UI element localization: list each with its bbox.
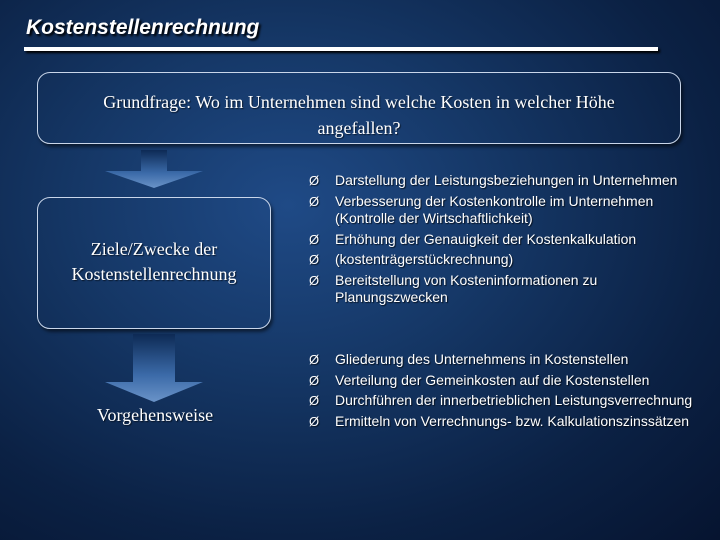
arrow-bullet-icon: Ø bbox=[309, 272, 320, 288]
list-item: Ø Bereitstellung von Kosteninformationen zu Planungszwecken bbox=[309, 271, 598, 305]
list-item: Ø Verbesserung der Kostenkontrolle im Unternehmen (Kontrolle der Wirtschaftlichkeit) bbox=[309, 192, 654, 226]
arrow-bullet-icon: Ø bbox=[309, 413, 320, 429]
arrow-bullet-icon: Ø bbox=[309, 231, 320, 247]
list-item: Ø Verteilung der Gemeinkosten auf die Kostenstellen bbox=[309, 371, 650, 388]
list-item: Ø Gliederung des Unternehmens in Kostenstellen bbox=[309, 351, 629, 367]
list-item: Ø Darstellung der Leistungsbeziehungen in Unternehmen bbox=[309, 172, 678, 188]
goals-list bbox=[309, 172, 709, 310]
arrow-bullet-icon: Ø bbox=[309, 193, 320, 209]
down-arrow-icon bbox=[105, 334, 203, 404]
question-text: Grundfrage: Wo im Unternehmen sind welche Kosten in welcher Höhe angefallen? bbox=[103, 92, 615, 138]
slide-title: Kostenstellenrechnung bbox=[26, 16, 260, 39]
title-underline bbox=[24, 47, 658, 51]
goals-label-line1: Ziele/Zwecke der bbox=[90, 239, 218, 259]
list-item: Ø Durchführen der innerbetrieblichen Leistungsverrechnung bbox=[309, 392, 693, 408]
steps-list bbox=[309, 351, 709, 433]
method-label: Vorgehensweise bbox=[96, 405, 214, 425]
goals-box bbox=[37, 197, 271, 329]
arrow-bullet-icon: Ø bbox=[309, 173, 320, 188]
list-item: Ø Erhöhung der Genauigkeit der Kostenkalkulation bbox=[309, 230, 637, 247]
arrow-bullet-icon: Ø bbox=[309, 393, 320, 408]
goals-label-line2: Kostenstellenrechnung bbox=[71, 264, 237, 284]
question-box bbox=[37, 72, 681, 144]
arrow-bullet-icon: Ø bbox=[309, 352, 320, 367]
down-arrow-icon bbox=[105, 150, 203, 190]
arrow-bullet-icon: Ø bbox=[309, 252, 320, 267]
list-item: Ø (kostenträgerstückrechnung) bbox=[309, 251, 514, 267]
list-item: Ø Ermitteln von Verrechnungs- bzw. Kalkulationszinssätzen bbox=[309, 412, 690, 429]
arrow-bullet-icon: Ø bbox=[309, 372, 320, 388]
